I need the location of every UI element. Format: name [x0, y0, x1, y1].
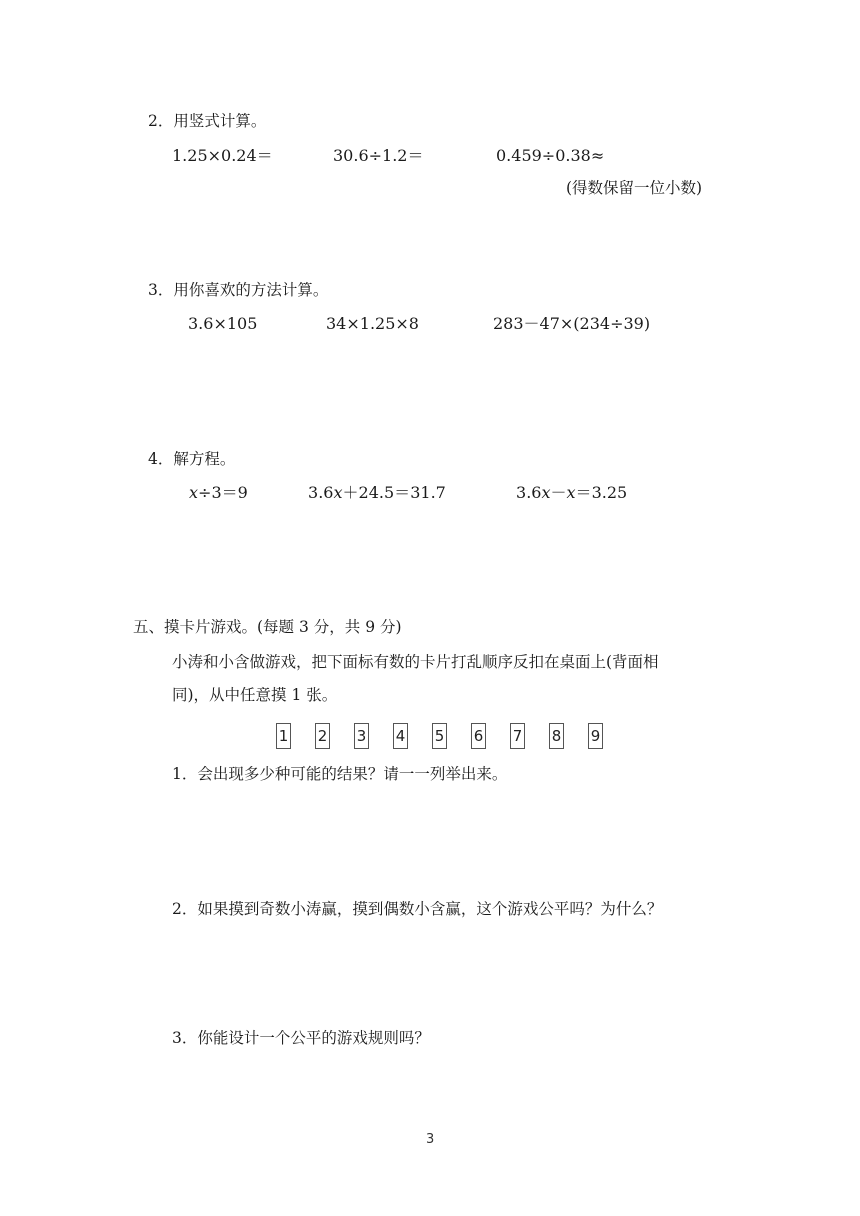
section5-question-1: 1．会出现多少种可能的结果？请一一列举出来。	[172, 765, 508, 783]
page-number: 3	[426, 1132, 435, 1147]
number-card: 7	[510, 723, 525, 749]
q3-item-2: 34×1.25×8	[326, 314, 419, 333]
q2-title: 2．用竖式计算。	[148, 112, 267, 130]
q4-title: 4．解方程。	[148, 450, 236, 468]
number-card: 4	[393, 723, 408, 749]
section5-intro-line2: 同)，从中任意摸 1 张。	[172, 686, 338, 704]
q2-item-2: 30.6÷1.2＝	[333, 146, 424, 165]
q2-item-3: 0.459÷0.38≈	[496, 146, 605, 165]
number-cards	[0, 723, 860, 751]
q3-title: 3．用你喜欢的方法计算。	[148, 281, 329, 299]
number-card: 6	[471, 723, 486, 749]
number-card: 5	[432, 723, 447, 749]
q3-item-1: 3.6×105	[188, 314, 258, 333]
q4-equation-1: x÷3＝9	[189, 483, 248, 502]
q4-equation-2: 3.6x＋24.5＝31.7	[308, 483, 446, 502]
number-card: 1	[276, 723, 291, 749]
q4-equation-3: 3.6x－x＝3.25	[516, 483, 628, 502]
section5-question-3: 3．你能设计一个公平的游戏规则吗？	[172, 1029, 430, 1047]
number-card: 8	[549, 723, 564, 749]
number-card: 9	[588, 723, 603, 749]
q3-item-3: 283－47×(234÷39)	[493, 314, 651, 333]
number-card: 3	[354, 723, 369, 749]
section5-question-2: 2．如果摸到奇数小涛赢，摸到偶数小含赢，这个游戏公平吗？为什么？	[172, 900, 663, 918]
section5-intro-line1: 小涛和小含做游戏，把下面标有数的卡片打乱顺序反扣在桌面上(背面相	[172, 653, 659, 671]
q2-note: (得数保留一位小数)	[566, 179, 703, 197]
q2-item-1: 1.25×0.24＝	[172, 146, 273, 165]
section5-heading: 五、摸卡片游戏。(每题 3 分，共 9 分)	[133, 618, 402, 636]
number-card: 2	[315, 723, 330, 749]
